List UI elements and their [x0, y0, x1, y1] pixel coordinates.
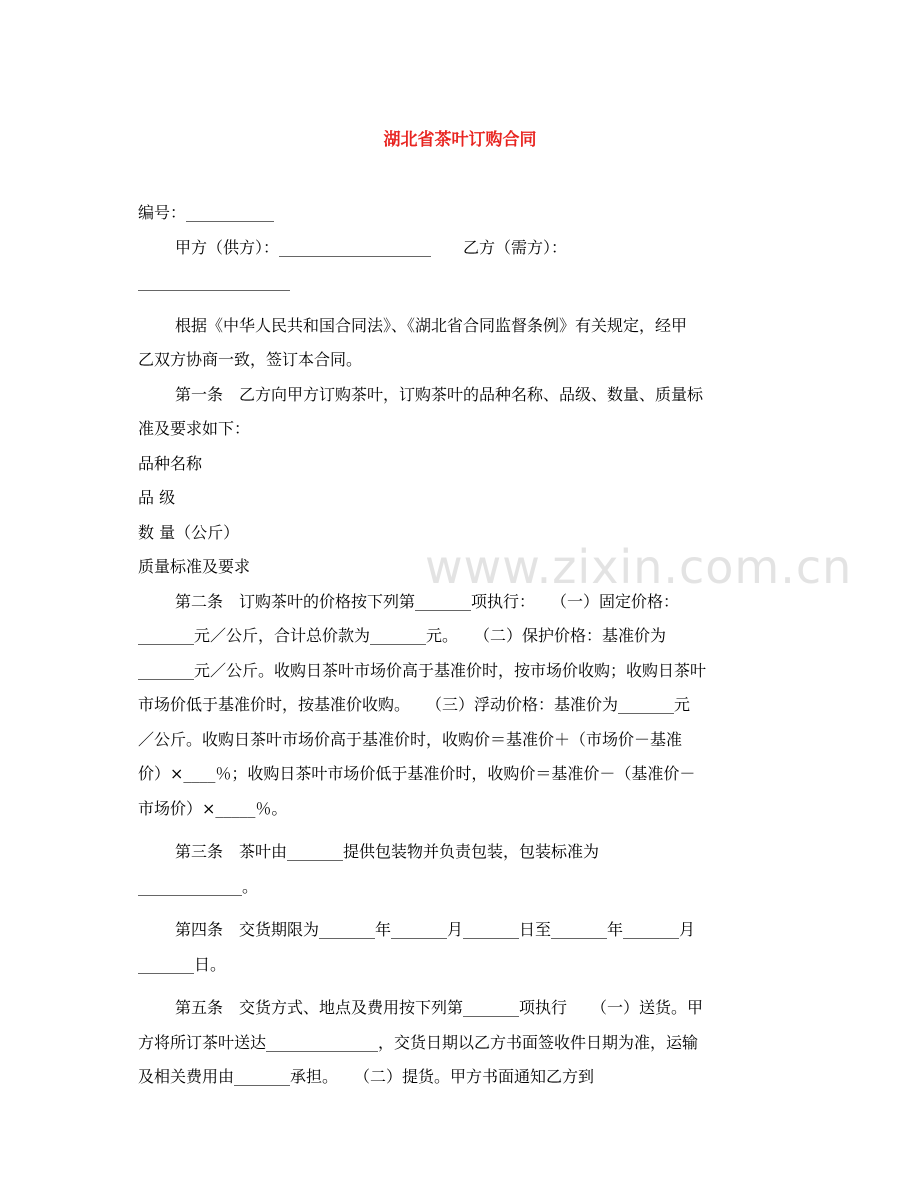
article-5-line-3: 及相关费用由_______承担。 （二）提货。甲方书面通知乙方到 [138, 1067, 595, 1086]
article-2-line-4: 市场价低于基准价时，按基准价收购。 （三）浮动价格：基准价为_______元 [138, 695, 691, 714]
contract-body [138, 196, 788, 1095]
article-1-line-2: 准及要求如下： [138, 419, 251, 438]
item-quality-standard: 质量标准及要求 [138, 557, 251, 576]
article-2-line-3: _______元／公斤。收购日茶叶市场价高于基准价时，按市场价收购；收购日茶叶 [138, 660, 707, 680]
article-2-line-2: _______元／公斤，合计总价款为_______元。 （二）保护价格：基准价为 [138, 626, 667, 645]
preamble-line-1: 根据《中华人民共和国合同法》、《湖北省合同监督条例》有关规定，经甲 [175, 315, 688, 335]
article-2-line-5: ／公斤。收购日茶叶市场价高于基准价时，收购价＝基准价＋（市场价－基准 [138, 729, 683, 749]
party-b-blank-line: ___________________ [138, 272, 290, 291]
item-quantity: 数 量（公斤） [138, 522, 240, 542]
article-1-line-1: 第一条 乙方向甲方订购茶叶，订购茶叶的品种名称、品级、数量、质量标 [175, 384, 704, 404]
article-3-line-2: _____________。 [138, 876, 259, 896]
article-5-line-2: 方将所订茶叶送达______________，交货日期以乙方书面签收件日期为准，运输 [138, 1032, 699, 1052]
serial-number-line: 编号：___________ [138, 203, 275, 222]
item-grade: 品 级 [138, 488, 176, 507]
preamble-line-2: 乙双方协商一致，签订本合同。 [138, 350, 363, 369]
item-variety-name: 品种名称 [138, 453, 203, 473]
article-5-line-1: 第五条 交货方式、地点及费用按下列第_______项执行 （一）送货。甲 [175, 998, 704, 1017]
article-2-line-6: 价）×____％；收购日茶叶市场价低于基准价时，收购价＝基准价－（基准价－ [138, 764, 696, 783]
article-2-line-1: 第二条 订购茶叶的价格按下列第_______项执行： （一）固定价格： [175, 591, 680, 611]
article-4-line-1: 第四条 交货期限为_______年_______月_______日至_______年_______月 [175, 920, 696, 939]
document-title: 湖北省茶叶订购合同 [383, 130, 537, 150]
article-4-line-2: _______日。 [138, 954, 227, 974]
article-2-line-7: 市场价）×_____％。 [138, 798, 288, 818]
parties-line: 甲方（供方）：___________________ 乙方（需方）： [175, 237, 568, 257]
article-3-line-1: 第三条 茶叶由_______提供包装物并负责包装，包装标准为 [175, 842, 600, 861]
watermark: www.zixin.com.cn [425, 540, 853, 594]
